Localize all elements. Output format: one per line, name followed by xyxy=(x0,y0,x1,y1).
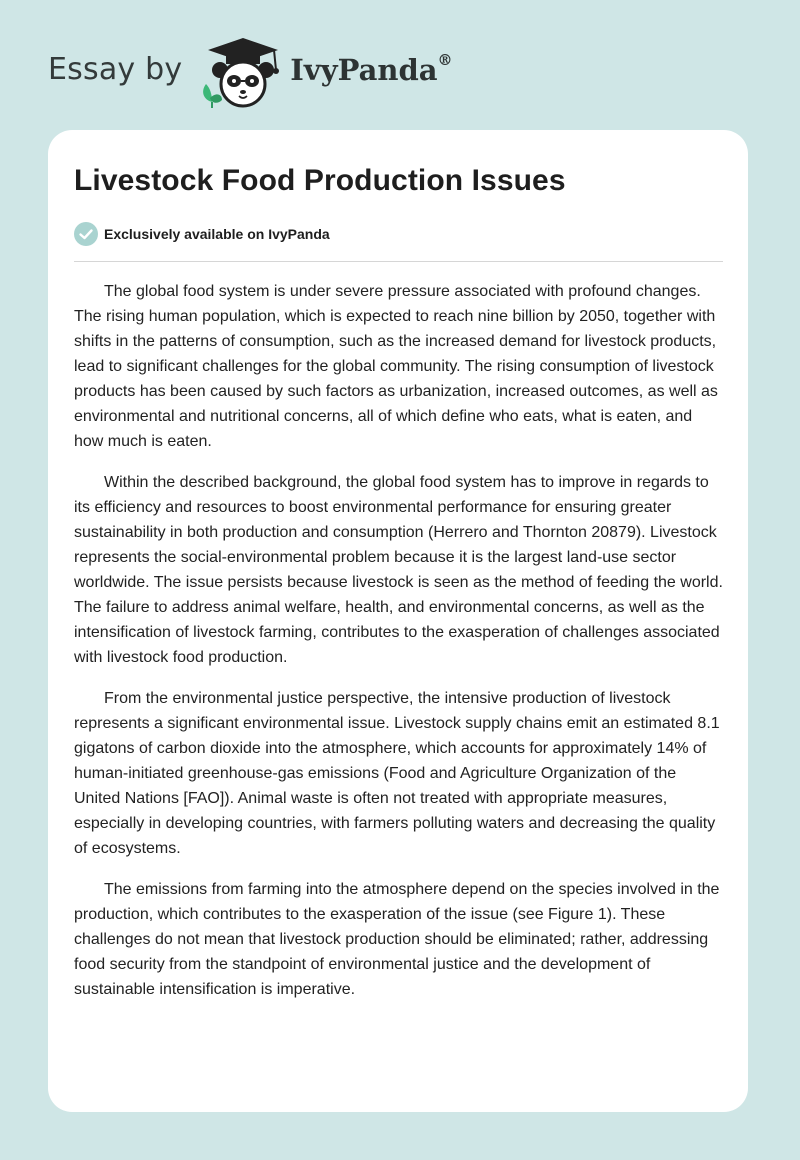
article-paragraph: Within the described background, the global food system has to improve in regards to its efficiency and resources to boost environmental performance for ensuring greater sustainability in both production and consumption (Herrero and Thornton 20879). Livestock represents the social-environmental problem because it is the largest land-use sector worldwide. The issue persists because livestock is seen as the method of feeding the world. The failure to address animal welfare, health, and environmental concerns, as well as the intensification of livestock farming, contributes to the exasperation of challenges associated with livestock food production. xyxy=(74,474,723,666)
check-circle-icon xyxy=(74,222,98,246)
brand-name-text: IvyPanda xyxy=(290,53,438,87)
article-paragraph: The global food system is under severe pressure associated with profound changes. The rising human population, which is expected to reach nine billion by 2050, together with shifts in the patterns of consumption, such as the increased demand for livestock products, lead to significant challenges for the global community. The rising consumption of livestock products has been caused by such factors as urbanization, increased outcomes, as well as environmental and nutritional concerns, all of which define who eats, what is eaten, and how much is eaten. xyxy=(74,283,718,450)
panda-graduate-logo-icon xyxy=(198,36,288,108)
exclusive-badge xyxy=(74,222,330,246)
site-brand[interactable] xyxy=(48,36,453,108)
article-paragraph: From the environmental justice perspective, the intensive production of livestock represents a significant environmental issue. Livestock supply chains emit an estimated 8.1 gigatons of carbon dioxide into the atmosphere, which accounts for approximately 14% of human-initiated greenhouse-gas emissions (Food and Agriculture Organization of the United Nations [FAO]). Animal waste is often not treated with appropriate measures, especially in developing countries, with farmers polluting waters and decreasing the quality of ecosystems. xyxy=(74,690,720,857)
article-body xyxy=(74,279,723,1018)
brand-name xyxy=(290,53,452,87)
exclusive-badge-text: Exclusively available on IvyPanda xyxy=(104,226,330,242)
article-paragraph: The emissions from farming into the atmosphere depend on the species involved in the production, which contributes to the exasperation of the issue (see Figure 1). These challenges do not mean that livestock production should be eliminated; rather, addressing food security from the standpoint of environmental justice and the development of sustainable intensification is imperative. xyxy=(74,881,720,998)
title-divider xyxy=(74,261,723,262)
article-title: Livestock Food Production Issues xyxy=(74,164,566,197)
article-card xyxy=(48,130,748,1112)
registered-mark: ® xyxy=(437,51,453,70)
brand-prefix: Essay by xyxy=(48,51,183,87)
